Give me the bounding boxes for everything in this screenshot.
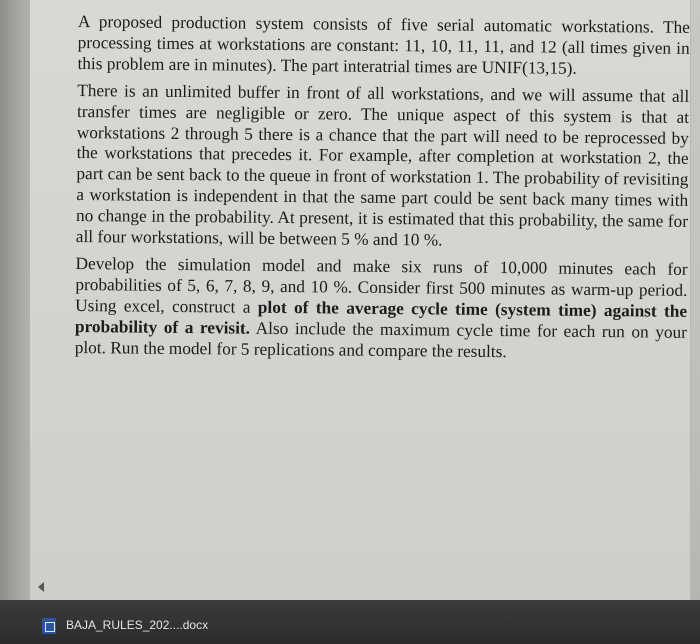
paragraph-3-bold: plot of the average cycle time (system time) against the probability of a revisit. xyxy=(74,297,688,338)
download-file-name[interactable]: BAJA_RULES_202....docx xyxy=(66,618,209,632)
scroll-left-arrow-icon[interactable] xyxy=(38,582,44,592)
word-document-icon[interactable] xyxy=(42,618,56,634)
paragraph-1: A proposed production system consists of five serial automatic workstations. The processing times at workstations are constant: 11, 10, 11, 11, and 12 (all times given in this problem are in minutes). The part interatrial times are UNIF(13,15). xyxy=(77,12,690,78)
paragraph-3-text-a: Develop the simulation model and make six runs of 10,000 minutes each for probabilities of 5, 6, 7, 8, 9, and 10 %. Consider first 500 minutes as warm-up period. Using excel, construct a xyxy=(75,253,688,317)
paragraph-2: There is an unlimited buffer in front of all workstations, and we will assume that all transfer times are negligible or zero. The unique aspect of this system is that at workstations 2 through 5 there is a chance that the part will need to be reprocessed by the workstations that precedes it. For example, after completion at workstation 2, the part can be sent back to the queue in front of workstation 1. The probability of revisiting a workstation is independent in that the same part could be sent back many times with no change in the probability. At present, it is estimated that this probability, the same for all four workstations, will be between 5 % and 10 %. xyxy=(75,80,690,250)
paragraph-3-text-b: Also include the maximum cycle time for each run on your plot. Run the model for 5 replications and compare the results. xyxy=(74,318,688,361)
document-body xyxy=(75,12,690,370)
left-margin-strip xyxy=(0,0,30,644)
paragraph-3 xyxy=(75,254,688,364)
document-page xyxy=(30,0,691,600)
